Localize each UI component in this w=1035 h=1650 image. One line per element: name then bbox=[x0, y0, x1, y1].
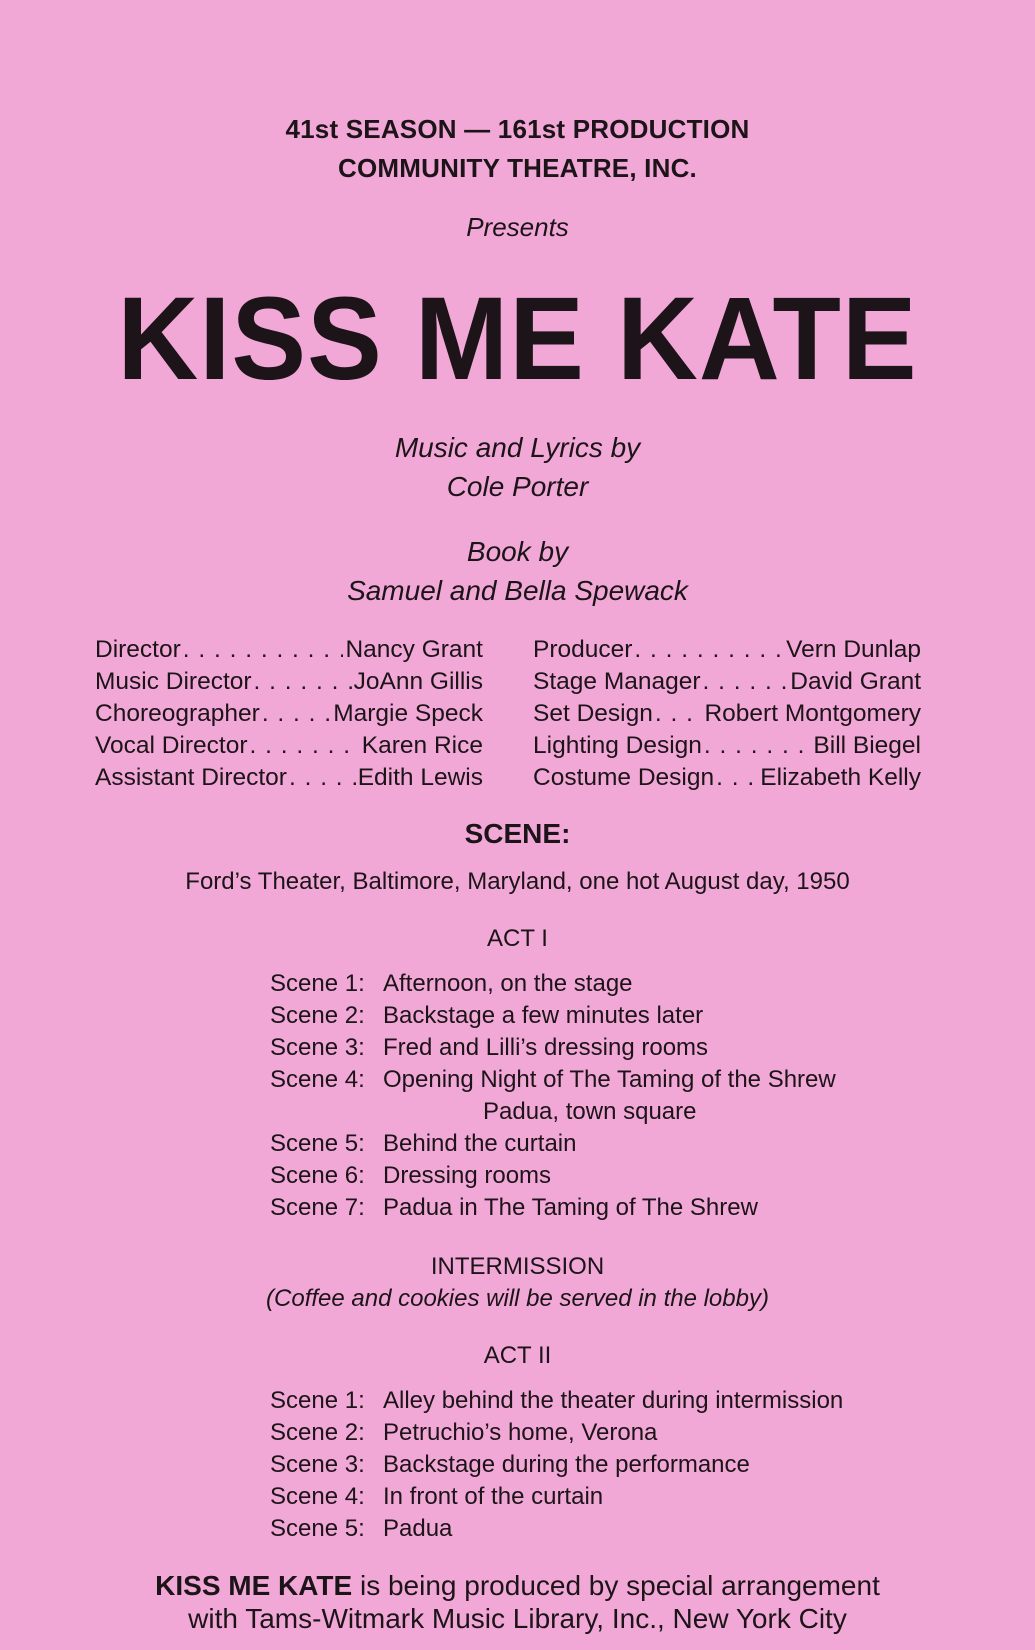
scene-number: Scene 3: bbox=[270, 1451, 365, 1478]
credit-name: David Grant bbox=[790, 668, 921, 695]
credit-name: Karen Rice bbox=[361, 732, 483, 759]
list-item bbox=[270, 1449, 843, 1481]
book-name: Samuel and Bella Spewack bbox=[347, 575, 688, 606]
music-label: Music and Lyrics by bbox=[394, 432, 641, 463]
scene-description: Fred and Lilli’s dressing rooms bbox=[383, 1034, 709, 1061]
presents-text: Presents bbox=[466, 212, 569, 242]
credits-right bbox=[533, 634, 921, 794]
scene-description: Alley behind the theater during intermission bbox=[383, 1387, 844, 1414]
list-item bbox=[270, 1481, 843, 1513]
credit-role: Assistant Director bbox=[95, 764, 287, 791]
scene-number: Scene 4: bbox=[270, 1066, 365, 1093]
act-one-label: ACT I bbox=[487, 925, 548, 952]
credit-row bbox=[533, 666, 921, 698]
act-two-label: ACT II bbox=[483, 1342, 552, 1369]
scene-number: Scene 6: bbox=[270, 1162, 365, 1189]
credit-role: Set Design bbox=[533, 700, 653, 727]
credit-row bbox=[533, 762, 921, 794]
scene-description: Petruchio’s home, Verona bbox=[383, 1419, 658, 1446]
list-item bbox=[270, 1000, 836, 1032]
scene-description: Afternoon, on the stage bbox=[383, 970, 633, 997]
credit-role: Lighting Design bbox=[533, 732, 702, 759]
act-two-scenes bbox=[270, 1385, 843, 1545]
credit-row bbox=[533, 634, 921, 666]
scene-number: Scene 1: bbox=[270, 1387, 365, 1414]
credit-role: Stage Manager bbox=[533, 668, 701, 695]
scene-description: In front of the curtain bbox=[383, 1483, 604, 1510]
scene-description: Padua in The Taming of The Shrew bbox=[383, 1194, 758, 1221]
scene-description: Opening Night of The Taming of the Shrew bbox=[383, 1066, 836, 1093]
credit-role: Vocal Director bbox=[95, 732, 248, 759]
scene-number: Scene 5: bbox=[270, 1515, 365, 1542]
scene-description: Behind the curtain bbox=[383, 1130, 577, 1157]
list-item bbox=[270, 1032, 836, 1064]
license-line-1 bbox=[0, 1569, 1035, 1602]
credit-row bbox=[95, 730, 483, 762]
intermission-label: INTERMISSION bbox=[430, 1253, 605, 1280]
list-item bbox=[270, 1513, 843, 1545]
scene-heading: SCENE: bbox=[464, 818, 571, 849]
credit-row bbox=[95, 698, 483, 730]
credit-row bbox=[95, 666, 483, 698]
leader-dots bbox=[716, 762, 758, 794]
list-item bbox=[270, 1128, 836, 1160]
credit-name: Vern Dunlap bbox=[786, 636, 921, 663]
credit-name: Edith Lewis bbox=[357, 764, 483, 791]
leader-dots bbox=[634, 634, 784, 666]
credits-left bbox=[95, 634, 483, 794]
leader-dots bbox=[262, 698, 331, 730]
company-name: COMMUNITY THEATRE, INC. bbox=[338, 153, 697, 183]
credit-role: Producer bbox=[533, 636, 633, 663]
scene-description: Backstage during the performance bbox=[383, 1451, 750, 1478]
leader-dots bbox=[183, 634, 344, 666]
book-label: Book by bbox=[466, 536, 569, 567]
license-line-2: with Tams-Witmark Music Library, Inc., New York City bbox=[188, 1603, 847, 1634]
scene-number: Scene 2: bbox=[270, 1002, 365, 1029]
leader-dots bbox=[704, 730, 812, 762]
act-one-scenes bbox=[270, 968, 836, 1224]
leader-dots bbox=[250, 730, 360, 762]
license-notice bbox=[0, 1569, 1035, 1635]
credit-name: Elizabeth Kelly bbox=[760, 764, 921, 791]
credit-name: JoAnn Gillis bbox=[353, 668, 483, 695]
scene-number: Scene 5: bbox=[270, 1130, 365, 1157]
season-line: 41st SEASON — 161st PRODUCTION bbox=[285, 114, 750, 144]
scene-description: Dressing rooms bbox=[383, 1162, 552, 1189]
credit-row bbox=[533, 698, 921, 730]
credit-role: Choreographer bbox=[95, 700, 260, 727]
credit-name: Bill Biegel bbox=[813, 732, 921, 759]
credit-name: Margie Speck bbox=[333, 700, 483, 727]
list-item bbox=[270, 1385, 843, 1417]
list-item bbox=[270, 968, 836, 1000]
show-title: KISS ME KATE bbox=[117, 272, 918, 405]
list-item bbox=[270, 1417, 843, 1449]
license-show-title: KISS ME KATE bbox=[155, 1570, 353, 1601]
credit-name: Nancy Grant bbox=[345, 636, 483, 663]
credit-row bbox=[95, 762, 483, 794]
credit-row bbox=[95, 634, 483, 666]
scene-number: Scene 7: bbox=[270, 1194, 365, 1221]
scene-number: Scene 3: bbox=[270, 1034, 365, 1061]
leader-dots bbox=[254, 666, 352, 698]
intermission-note: (Coffee and cookies will be served in the lobby) bbox=[266, 1285, 769, 1312]
credit-role: Costume Design bbox=[533, 764, 715, 791]
scene-description: Backstage a few minutes later bbox=[383, 1002, 704, 1029]
scene-number: Scene 4: bbox=[270, 1483, 365, 1510]
credit-name: Robert Montgomery bbox=[704, 700, 921, 727]
setting-text: Ford’s Theater, Baltimore, Maryland, one hot August day, 1950 bbox=[185, 868, 850, 895]
leader-dots bbox=[703, 666, 789, 698]
scene-description: Padua bbox=[383, 1515, 453, 1542]
scene-continuation: Padua, town square bbox=[483, 1098, 697, 1125]
list-item bbox=[270, 1192, 836, 1224]
license-text: is being produced by special arrangement bbox=[352, 1570, 880, 1601]
credit-role: Director bbox=[95, 636, 181, 663]
music-name: Cole Porter bbox=[446, 471, 589, 502]
credit-role: Music Director bbox=[95, 668, 252, 695]
leader-dots bbox=[655, 698, 703, 730]
scene-number: Scene 1: bbox=[270, 970, 365, 997]
credit-row bbox=[533, 730, 921, 762]
list-item bbox=[270, 1064, 836, 1096]
scene-number: Scene 2: bbox=[270, 1419, 365, 1446]
list-item bbox=[270, 1160, 836, 1192]
leader-dots bbox=[289, 762, 356, 794]
